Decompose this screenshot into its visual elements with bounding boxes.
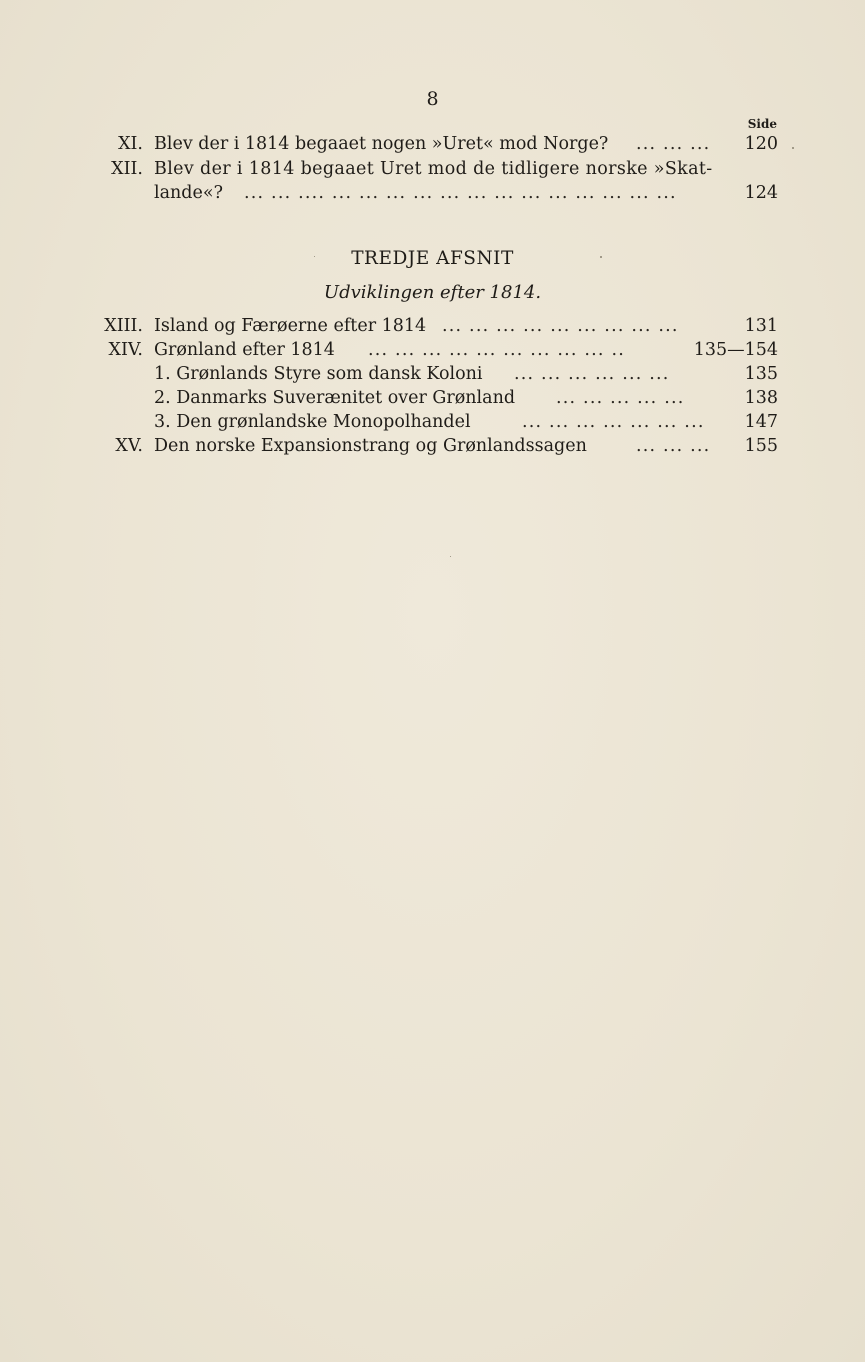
toc-entry-xi xyxy=(0,132,865,156)
toc-entry-xii xyxy=(0,157,865,181)
dot-leader: ... ... ... ... ... ... xyxy=(514,364,670,384)
section-subheading: Udviklingen efter 1814. xyxy=(323,282,542,303)
chapter-number: XIV. xyxy=(108,340,143,360)
toc-subentry-1 xyxy=(0,362,865,386)
dot-leader: ... ... ... ... ... ... ... ... ... xyxy=(442,316,679,336)
page-reference: 124 xyxy=(744,183,778,203)
toc-entry-xii-continued xyxy=(0,181,865,205)
page-number: 8 xyxy=(426,88,439,110)
dot-leader: ... ... ... ... ... ... ... xyxy=(522,412,705,432)
chapter-title-continued: lande«? xyxy=(154,183,223,203)
paper-speck xyxy=(314,256,315,257)
paper-speck xyxy=(792,147,794,149)
page-column-header: Side xyxy=(747,117,777,131)
page-reference: 138 xyxy=(744,388,778,408)
paper-speck xyxy=(450,556,451,557)
chapter-title: Grønland efter 1814 xyxy=(154,340,335,360)
toc-entry-xv xyxy=(0,434,865,458)
dot-leader: ... ... ... xyxy=(636,436,711,456)
page-reference: 120 xyxy=(744,134,778,154)
page-reference: 155 xyxy=(744,436,778,456)
subsection-title: 1. Grønlands Styre som dansk Koloni xyxy=(154,364,483,384)
toc-subentry-3 xyxy=(0,410,865,434)
dot-leader: ... ... .... ... ... ... ... ... ... ... ... ... ... ... ... ... xyxy=(244,183,677,203)
toc-entry-xiii xyxy=(0,314,865,338)
chapter-number: XIII. xyxy=(104,316,143,336)
subsection-title: 2. Danmarks Suverænitet over Grønland xyxy=(154,388,516,408)
dot-leader: ... ... ... ... ... ... ... ... ... .. xyxy=(368,340,625,360)
chapter-title: Island og Færøerne efter 1814 xyxy=(154,316,427,336)
paper-speck xyxy=(600,256,602,258)
chapter-title: Blev der i 1814 begaaet nogen »Uret« mod Norge? xyxy=(154,134,609,154)
chapter-number: XI. xyxy=(118,134,143,154)
toc-entry-xiv xyxy=(0,338,865,362)
page-reference: 135—154 xyxy=(693,340,778,360)
page-reference: 147 xyxy=(744,412,778,432)
page-reference: 131 xyxy=(744,316,778,336)
toc-subentry-2 xyxy=(0,386,865,410)
dot-leader: ... ... ... ... ... xyxy=(556,388,685,408)
chapter-title: Blev der i 1814 begaaet Uret mod de tidligere norske »Skat- xyxy=(154,159,713,179)
section-heading: TREDJE AFSNIT xyxy=(351,248,514,269)
chapter-number: XV. xyxy=(115,436,143,456)
chapter-number: XII. xyxy=(111,159,143,179)
chapter-title: Den norske Expansionstrang og Grønlandssagen xyxy=(154,436,587,456)
page-reference: 135 xyxy=(744,364,778,384)
dot-leader: ... ... ... xyxy=(636,134,711,154)
subsection-title: 3. Den grønlandske Monopolhandel xyxy=(154,412,471,432)
